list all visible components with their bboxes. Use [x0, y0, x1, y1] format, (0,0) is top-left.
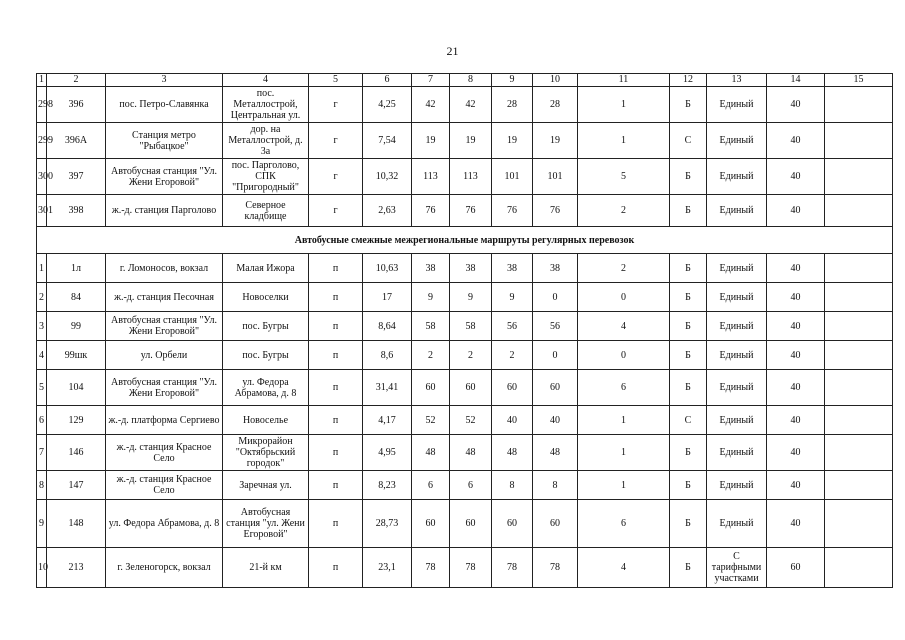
start-point: ул. Орбели — [106, 341, 223, 370]
route-number: 148 — [47, 500, 106, 548]
capacity: 40 — [767, 341, 825, 370]
count-1: 42 — [412, 87, 450, 123]
note — [825, 406, 893, 435]
route-length: 23,1 — [363, 548, 412, 588]
route-type: г — [309, 159, 363, 195]
row-number: 1 — [37, 254, 47, 283]
column-header: 5 — [309, 74, 363, 87]
route-type: п — [309, 283, 363, 312]
start-point: ж.-д. платформа Сергиево — [106, 406, 223, 435]
count-3: 56 — [492, 312, 533, 341]
row-number: 8 — [37, 471, 47, 500]
route-length: 4,95 — [363, 435, 412, 471]
route-length: 10,32 — [363, 159, 412, 195]
route-type: п — [309, 312, 363, 341]
end-point: Новоселки — [223, 283, 309, 312]
capacity: 40 — [767, 435, 825, 471]
route-length: 2,63 — [363, 195, 412, 227]
route-length: 31,41 — [363, 370, 412, 406]
table-row — [37, 87, 893, 123]
count-2: 52 — [450, 406, 492, 435]
route-number: 213 — [47, 548, 106, 588]
row-number: 298 — [37, 87, 47, 123]
tariff: Единый — [707, 283, 767, 312]
capacity: 40 — [767, 87, 825, 123]
count-2: 2 — [450, 341, 492, 370]
start-point: Автобусная станция "Ул. Жени Егоровой" — [106, 370, 223, 406]
route-type: г — [309, 195, 363, 227]
table-row — [37, 406, 893, 435]
count-2: 78 — [450, 548, 492, 588]
note — [825, 87, 893, 123]
table-row — [37, 195, 893, 227]
count-2: 58 — [450, 312, 492, 341]
tariff: Единый — [707, 406, 767, 435]
count-5: 4 — [578, 312, 670, 341]
count-2: 60 — [450, 500, 492, 548]
count-1: 76 — [412, 195, 450, 227]
count-1: 6 — [412, 471, 450, 500]
table-row — [37, 312, 893, 341]
count-5: 1 — [578, 406, 670, 435]
column-header: 6 — [363, 74, 412, 87]
count-4: 78 — [533, 548, 578, 588]
end-point: Автобусная станция "ул. Жени Егоровой" — [223, 500, 309, 548]
count-3: 19 — [492, 123, 533, 159]
route-type: п — [309, 254, 363, 283]
note — [825, 312, 893, 341]
column-header: 13 — [707, 74, 767, 87]
row-number: 301 — [37, 195, 47, 227]
count-4: 0 — [533, 283, 578, 312]
route-number: 396 — [47, 87, 106, 123]
table-row — [37, 254, 893, 283]
count-2: 9 — [450, 283, 492, 312]
tariff: Единый — [707, 471, 767, 500]
count-3: 40 — [492, 406, 533, 435]
end-point: пос. Бугры — [223, 341, 309, 370]
table-row — [37, 123, 893, 159]
count-4: 76 — [533, 195, 578, 227]
route-type: п — [309, 500, 363, 548]
count-1: 58 — [412, 312, 450, 341]
route-type: п — [309, 435, 363, 471]
count-1: 78 — [412, 548, 450, 588]
route-length: 17 — [363, 283, 412, 312]
table-row — [37, 159, 893, 195]
count-1: 60 — [412, 370, 450, 406]
count-5: 4 — [578, 548, 670, 588]
route-type: п — [309, 370, 363, 406]
capacity: 40 — [767, 370, 825, 406]
route-number: 129 — [47, 406, 106, 435]
end-point: Заречная ул. — [223, 471, 309, 500]
count-5: 1 — [578, 123, 670, 159]
route-length: 10,63 — [363, 254, 412, 283]
column-header: 2 — [47, 74, 106, 87]
route-type: п — [309, 548, 363, 588]
capacity: 40 — [767, 254, 825, 283]
vehicle-class: Б — [670, 195, 707, 227]
count-4: 8 — [533, 471, 578, 500]
capacity: 40 — [767, 406, 825, 435]
route-number: 147 — [47, 471, 106, 500]
capacity: 40 — [767, 471, 825, 500]
end-point: 21-й км — [223, 548, 309, 588]
row-number: 7 — [37, 435, 47, 471]
start-point: ж.-д. станция Красное Село — [106, 471, 223, 500]
route-number: 99 — [47, 312, 106, 341]
count-1: 9 — [412, 283, 450, 312]
route-length: 4,17 — [363, 406, 412, 435]
count-4: 48 — [533, 435, 578, 471]
column-header: 14 — [767, 74, 825, 87]
note — [825, 159, 893, 195]
table-row — [37, 500, 893, 548]
route-type: г — [309, 87, 363, 123]
section-row — [37, 227, 893, 254]
count-5: 1 — [578, 471, 670, 500]
count-4: 38 — [533, 254, 578, 283]
count-5: 0 — [578, 283, 670, 312]
tariff: Единый — [707, 435, 767, 471]
start-point: пос. Петро-Славянка — [106, 87, 223, 123]
capacity: 40 — [767, 123, 825, 159]
vehicle-class: Б — [670, 500, 707, 548]
note — [825, 435, 893, 471]
count-5: 6 — [578, 370, 670, 406]
count-3: 2 — [492, 341, 533, 370]
end-point: Малая Ижора — [223, 254, 309, 283]
column-header: 11 — [578, 74, 670, 87]
route-type: п — [309, 471, 363, 500]
route-length: 4,25 — [363, 87, 412, 123]
count-1: 52 — [412, 406, 450, 435]
route-length: 8,6 — [363, 341, 412, 370]
count-4: 60 — [533, 500, 578, 548]
end-point: пос. Бугры — [223, 312, 309, 341]
column-header: 4 — [223, 74, 309, 87]
vehicle-class: Б — [670, 548, 707, 588]
tariff: Единый — [707, 254, 767, 283]
tariff: Единый — [707, 195, 767, 227]
route-number: 396А — [47, 123, 106, 159]
count-3: 48 — [492, 435, 533, 471]
column-header: 15 — [825, 74, 893, 87]
count-5: 0 — [578, 341, 670, 370]
vehicle-class: Б — [670, 341, 707, 370]
note — [825, 548, 893, 588]
count-5: 2 — [578, 254, 670, 283]
table-row — [37, 548, 893, 588]
tariff: Единый — [707, 87, 767, 123]
count-1: 48 — [412, 435, 450, 471]
end-point: Новоселье — [223, 406, 309, 435]
route-number: 146 — [47, 435, 106, 471]
section-title: Автобусные смежные межрегиональные маршруты регулярных перевозок — [37, 227, 893, 254]
count-1: 38 — [412, 254, 450, 283]
tariff: Единый — [707, 159, 767, 195]
count-5: 5 — [578, 159, 670, 195]
route-number: 99шк — [47, 341, 106, 370]
route-length: 8,64 — [363, 312, 412, 341]
route-type: п — [309, 406, 363, 435]
count-3: 28 — [492, 87, 533, 123]
start-point: ул. Федора Абрамова, д. 8 — [106, 500, 223, 548]
row-number: 10 — [37, 548, 47, 588]
count-3: 60 — [492, 370, 533, 406]
start-point: Автобусная станция "Ул. Жени Егоровой" — [106, 159, 223, 195]
capacity: 40 — [767, 195, 825, 227]
count-3: 78 — [492, 548, 533, 588]
count-3: 8 — [492, 471, 533, 500]
count-4: 56 — [533, 312, 578, 341]
table-row — [37, 283, 893, 312]
end-point: дор. на Металлострой, д. 3а — [223, 123, 309, 159]
vehicle-class: Б — [670, 370, 707, 406]
vehicle-class: Б — [670, 159, 707, 195]
route-length: 28,73 — [363, 500, 412, 548]
count-4: 0 — [533, 341, 578, 370]
count-2: 19 — [450, 123, 492, 159]
count-2: 38 — [450, 254, 492, 283]
count-4: 101 — [533, 159, 578, 195]
route-number: 104 — [47, 370, 106, 406]
column-header: 9 — [492, 74, 533, 87]
end-point: ул. Федора Абрамова, д. 8 — [223, 370, 309, 406]
table-row — [37, 435, 893, 471]
vehicle-class: Б — [670, 283, 707, 312]
count-2: 113 — [450, 159, 492, 195]
count-5: 1 — [578, 87, 670, 123]
table-row — [37, 341, 893, 370]
capacity: 40 — [767, 159, 825, 195]
start-point: г. Ломоносов, вокзал — [106, 254, 223, 283]
row-number: 2 — [37, 283, 47, 312]
column-header: 3 — [106, 74, 223, 87]
capacity: 40 — [767, 500, 825, 548]
route-number: 1л — [47, 254, 106, 283]
note — [825, 123, 893, 159]
count-3: 9 — [492, 283, 533, 312]
vehicle-class: С — [670, 406, 707, 435]
count-4: 60 — [533, 370, 578, 406]
note — [825, 341, 893, 370]
table-row — [37, 370, 893, 406]
count-2: 48 — [450, 435, 492, 471]
row-number: 6 — [37, 406, 47, 435]
note — [825, 254, 893, 283]
row-number: 5 — [37, 370, 47, 406]
vehicle-class: Б — [670, 254, 707, 283]
tariff: Единый — [707, 312, 767, 341]
count-2: 6 — [450, 471, 492, 500]
table-body — [37, 74, 893, 588]
vehicle-class: С — [670, 123, 707, 159]
start-point: г. Зеленогорск, вокзал — [106, 548, 223, 588]
tariff: Единый — [707, 370, 767, 406]
route-type: п — [309, 341, 363, 370]
start-point: Станция метро "Рыбацкое" — [106, 123, 223, 159]
row-number: 300 — [37, 159, 47, 195]
note — [825, 195, 893, 227]
row-number: 4 — [37, 341, 47, 370]
count-3: 101 — [492, 159, 533, 195]
count-5: 1 — [578, 435, 670, 471]
start-point: ж.-д. станция Парголово — [106, 195, 223, 227]
row-number: 3 — [37, 312, 47, 341]
count-5: 2 — [578, 195, 670, 227]
column-header: 12 — [670, 74, 707, 87]
note — [825, 500, 893, 548]
column-header: 10 — [533, 74, 578, 87]
tariff: Единый — [707, 341, 767, 370]
tariff: С тарифными участками — [707, 548, 767, 588]
count-3: 38 — [492, 254, 533, 283]
start-point: ж.-д. станция Красное Село — [106, 435, 223, 471]
vehicle-class: Б — [670, 471, 707, 500]
count-1: 60 — [412, 500, 450, 548]
tariff: Единый — [707, 500, 767, 548]
column-header: 8 — [450, 74, 492, 87]
end-point: Северное кладбище — [223, 195, 309, 227]
tariff: Единый — [707, 123, 767, 159]
vehicle-class: Б — [670, 435, 707, 471]
count-4: 40 — [533, 406, 578, 435]
count-3: 76 — [492, 195, 533, 227]
end-point: Микрорайон "Октябрьский городок" — [223, 435, 309, 471]
count-2: 42 — [450, 87, 492, 123]
note — [825, 370, 893, 406]
route-type: г — [309, 123, 363, 159]
count-4: 28 — [533, 87, 578, 123]
vehicle-class: Б — [670, 87, 707, 123]
start-point: ж.-д. станция Песочная — [106, 283, 223, 312]
route-number: 84 — [47, 283, 106, 312]
count-5: 6 — [578, 500, 670, 548]
count-1: 113 — [412, 159, 450, 195]
capacity: 40 — [767, 283, 825, 312]
header-row — [37, 74, 893, 87]
capacity: 40 — [767, 312, 825, 341]
capacity: 60 — [767, 548, 825, 588]
end-point: пос. Парголово, СПК "Пригородный" — [223, 159, 309, 195]
note — [825, 471, 893, 500]
table-row — [37, 471, 893, 500]
count-1: 19 — [412, 123, 450, 159]
note — [825, 283, 893, 312]
vehicle-class: Б — [670, 312, 707, 341]
start-point: Автобусная станция "Ул. Жени Егоровой" — [106, 312, 223, 341]
count-1: 2 — [412, 341, 450, 370]
end-point: пос. Металлострой, Центральная ул. — [223, 87, 309, 123]
route-number: 398 — [47, 195, 106, 227]
column-header: 1 — [37, 74, 47, 87]
count-3: 60 — [492, 500, 533, 548]
route-length: 7,54 — [363, 123, 412, 159]
count-2: 76 — [450, 195, 492, 227]
route-length: 8,23 — [363, 471, 412, 500]
count-2: 60 — [450, 370, 492, 406]
route-number: 397 — [47, 159, 106, 195]
count-4: 19 — [533, 123, 578, 159]
row-number: 9 — [37, 500, 47, 548]
routes-table — [36, 73, 893, 588]
page-number: 21 — [446, 44, 459, 58]
row-number: 299 — [37, 123, 47, 159]
column-header: 7 — [412, 74, 450, 87]
